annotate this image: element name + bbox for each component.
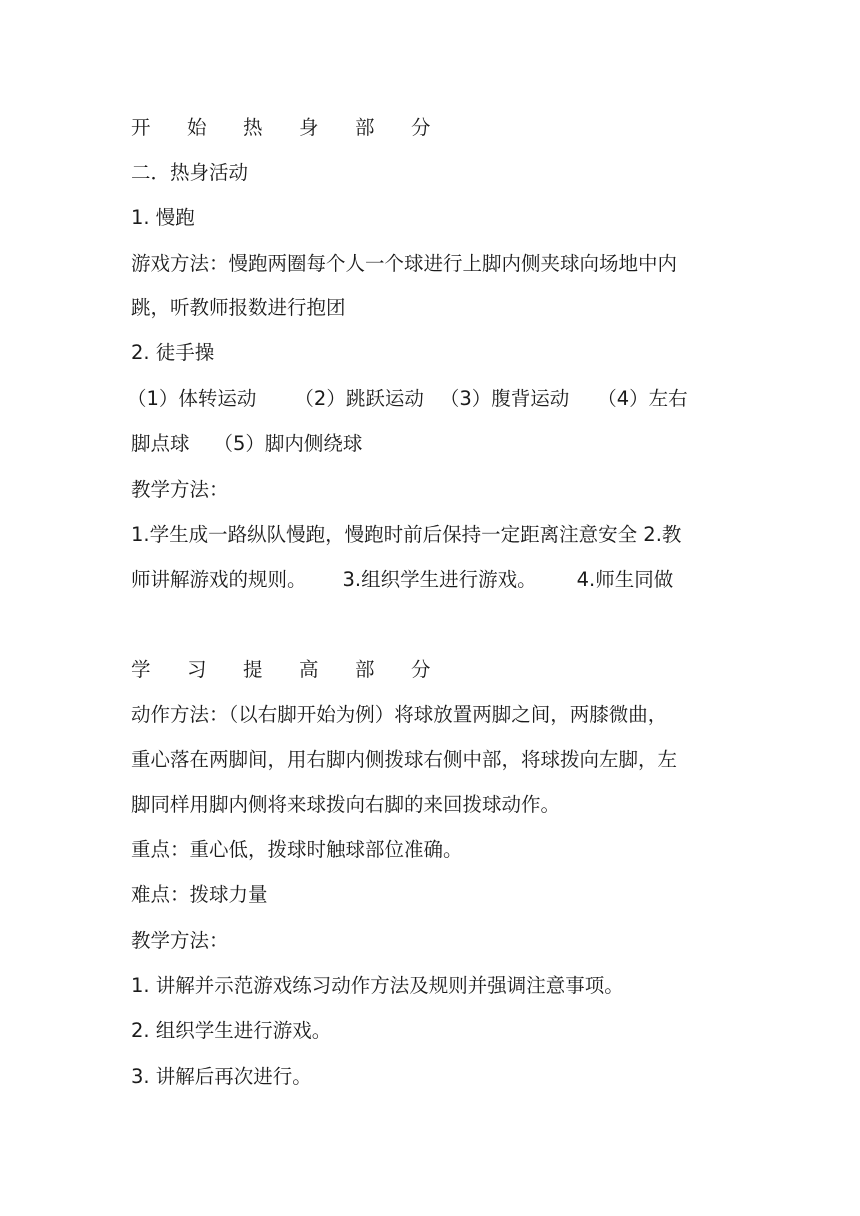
exercise-list-line-2 bbox=[131, 431, 741, 457]
exercise-item: （5）脚内侧绕球 bbox=[213, 432, 363, 455]
exercise-item: （3）腹背运动 bbox=[439, 387, 570, 410]
teaching-step-1: 1. 讲解并示范游戏练习动作方法及规则并强调注意事项。 bbox=[131, 974, 624, 997]
heading-char: 部 bbox=[355, 658, 375, 681]
game-method-line-2: 跳，听教师报数进行抱团 bbox=[131, 296, 346, 319]
heading-char: 身 bbox=[299, 116, 319, 139]
teaching-method-line-2 bbox=[131, 567, 741, 593]
teaching-step: 3.组织学生进行游戏。 bbox=[342, 568, 537, 591]
section-heading-warmup bbox=[131, 115, 741, 141]
teaching-step: 4.师生同做 bbox=[576, 568, 674, 591]
exercise-list-line-1 bbox=[127, 386, 737, 412]
exercise-item: 脚点球 bbox=[131, 432, 190, 455]
heading-char: 部 bbox=[355, 116, 375, 139]
teaching-method-label: 教学方法： bbox=[131, 478, 229, 501]
heading-char: 习 bbox=[187, 658, 207, 681]
teaching-method-line-1: 1.学生成一路纵队慢跑，慢跑时前后保持一定距离注意安全 2.教 bbox=[131, 523, 682, 546]
action-method-line-1: 动作方法：（以右脚开始为例）将球放置两脚之间，两膝微曲， bbox=[131, 703, 668, 726]
action-method-line-3: 脚同样用脚内侧将来球拨向右脚的来回拨球动作。 bbox=[131, 793, 561, 816]
heading-char: 提 bbox=[243, 658, 263, 681]
item-jogging-title: 1. 慢跑 bbox=[131, 206, 195, 229]
section-heading-improvement bbox=[131, 657, 741, 683]
action-method-line-2: 重心落在两脚间，用右脚内侧拨球右侧中部，将球拨向左脚，左 bbox=[131, 748, 678, 771]
teaching-step-3: 3. 讲解后再次进行。 bbox=[131, 1065, 312, 1088]
exercise-item: （2）跳跃运动 bbox=[294, 387, 424, 410]
heading-char: 分 bbox=[411, 116, 431, 139]
teaching-method-label: 教学方法： bbox=[131, 929, 229, 952]
heading-char: 始 bbox=[187, 116, 207, 139]
exercise-item: （4）左右 bbox=[597, 387, 688, 410]
key-point: 重点：重心低，拨球时触球部位准确。 bbox=[131, 838, 463, 861]
subheading-warmup-activity: 二．热身活动 bbox=[131, 161, 249, 184]
heading-char: 分 bbox=[411, 658, 431, 681]
game-method-line-1: 游戏方法：慢跑两圈每个人一个球进行上脚内侧夹球向场地中内 bbox=[131, 252, 678, 275]
heading-char: 开 bbox=[131, 116, 151, 139]
teaching-step-2: 2. 组织学生进行游戏。 bbox=[131, 1019, 332, 1042]
heading-char: 学 bbox=[131, 658, 151, 681]
difficulty: 难点：拨球力量 bbox=[131, 883, 268, 906]
exercise-item: （1）体转运动 bbox=[127, 387, 257, 410]
item-freehand-exercise-title: 2. 徒手操 bbox=[131, 341, 215, 364]
heading-char: 热 bbox=[243, 116, 263, 139]
heading-char: 高 bbox=[299, 658, 319, 681]
teaching-step: 师讲解游戏的规则。 bbox=[131, 568, 307, 591]
